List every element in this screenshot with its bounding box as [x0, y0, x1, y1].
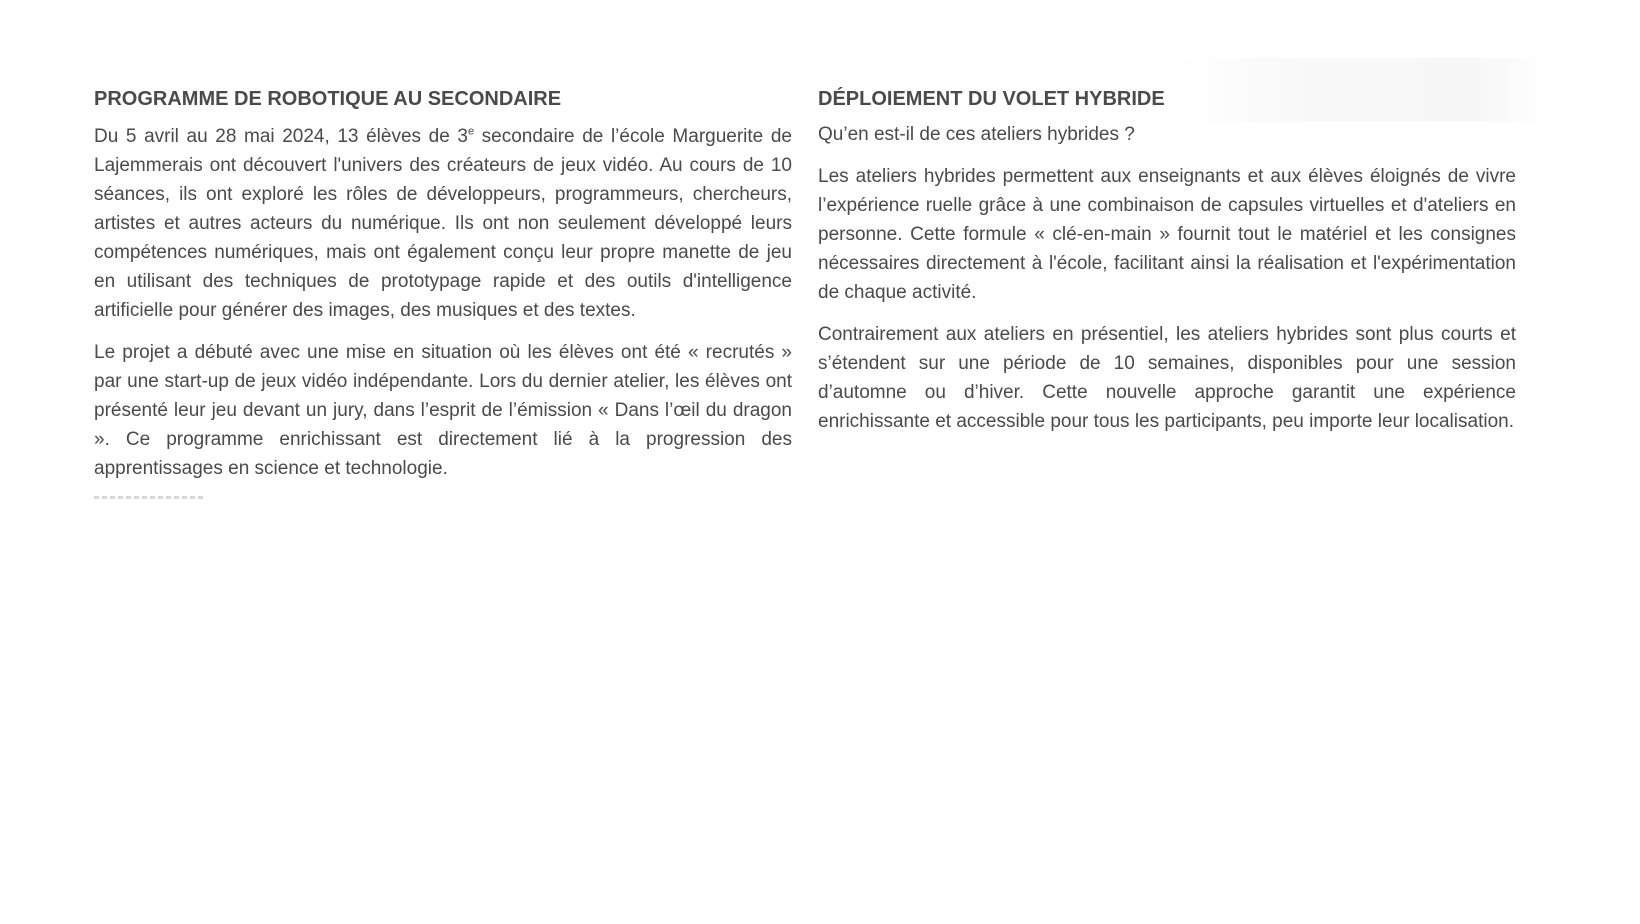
robotics-program-title: PROGRAMME DE ROBOTIQUE AU SECONDAIRE [94, 88, 562, 110]
hybrid-deployment-column [818, 86, 1516, 499]
robotics-program-paragraph-2: Le projet a débuté avec une mise en situation où les élèves ont été « recrutés » par une start-up de jeux vidéo indépendante. Lors du dernier atelier, les élèves ont présenté leur jeu devant un jury, dans l’esprit de l’émission « Dans l’œil du dragon ». Ce programme enrichissant est directement lié à la progression des apprentissages en science et technologie. [94, 342, 792, 479]
document-page [94, 86, 1516, 499]
hybrid-deployment-title: DÉPLOIEMENT DU VOLET HYBRIDE [818, 88, 1165, 110]
p1-after: secondaire de l’école Marguerite de Lajemmerais ont découvert l'univers des créateurs de jeux vidéo. Au cours de 10 séances, ils ont exploré les rôles de développeurs, programmeurs, chercheurs, artistes et autres acteurs du numérique. Ils ont non seulement développé leurs compétences numériques, mais ont également conçu leur propre manette de jeu en utilisant des techniques de prototypage rapide et des outils d'intelligence artificielle pour générer des images, des musiques et des textes. [94, 126, 792, 321]
hybrid-deployment-paragraph-2: Contrairement aux ateliers en présentiel, les ateliers hybrides sont plus courts et s’étendent sur une période de 10 semaines, disponibles pour une session d’automne ou d’hiver. Cette nouvelle approche garantit une expérience enrichissante et accessible pour tous les participants, peu importe leur localisation. [818, 324, 1516, 432]
cut-off-text-line [94, 496, 204, 499]
hybrid-deployment-paragraph-1: Les ateliers hybrides permettent aux enseignants et aux élèves éloignés de vivre l’expérience ruelle grâce à une combinaison de capsules virtuelles et d'ateliers en personne. Cette formule « clé-en-main » fournit tout le matériel et les consignes nécessaires directement à l'école, facilitant ainsi la réalisation et l'expérimentation de chaque activité. [818, 166, 1516, 303]
grade-superscript: e [467, 125, 475, 138]
p1-before: Du 5 avril au 28 mai 2024, 13 élèves de 3 [94, 126, 468, 147]
robotics-program-paragraph-1 [94, 122, 792, 325]
hybrid-deployment-subtitle: Qu’en est-il de ces ateliers hybrides ? [818, 124, 1135, 145]
robotics-program-column [94, 86, 792, 499]
